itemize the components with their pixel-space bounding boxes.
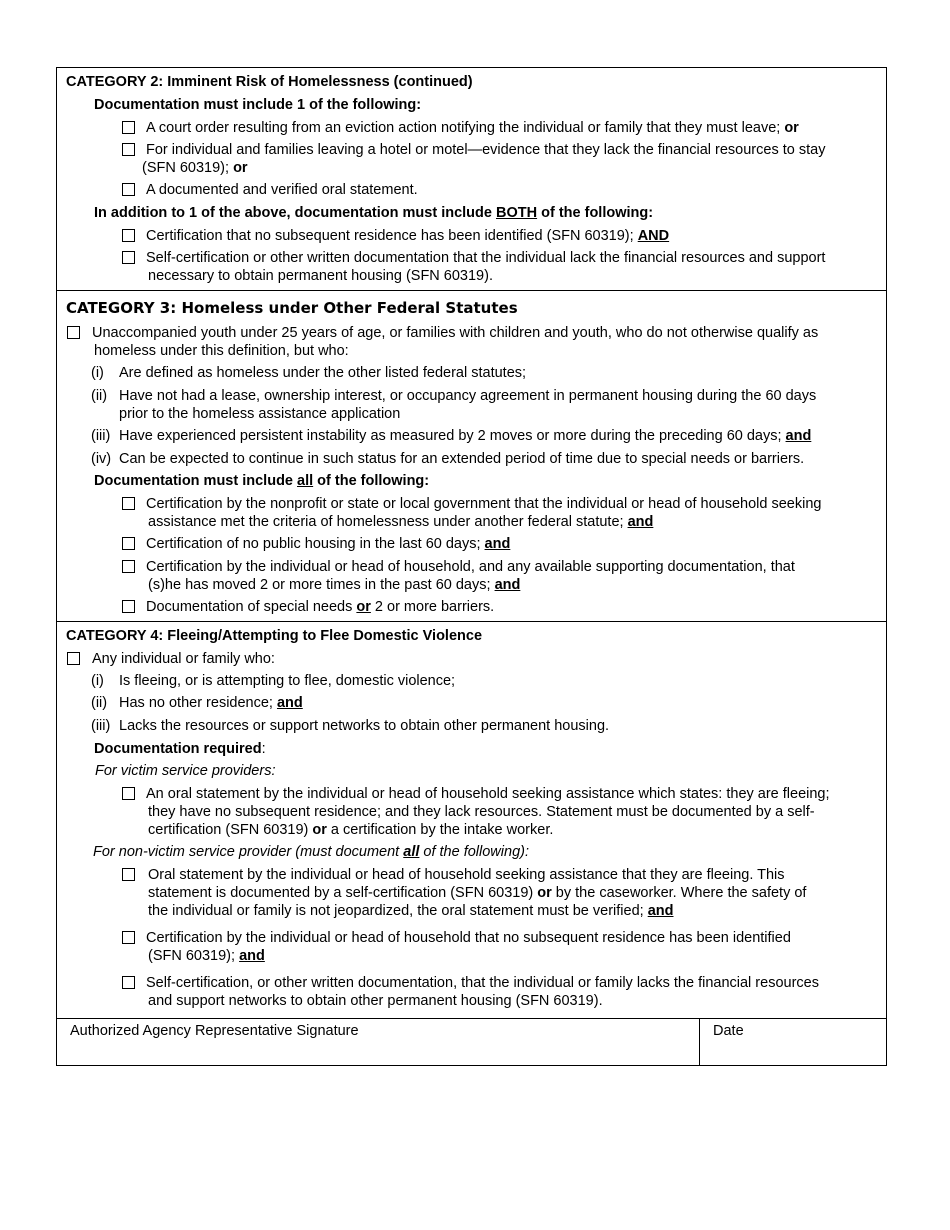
checkbox-nonvictim-oral-statement[interactable] — [122, 868, 135, 881]
cat2-addition-heading: In addition to 1 of the above, documentation must include BOTH of the following: — [94, 205, 654, 221]
category-4-title: CATEGORY 4: Fleeing/Attempting to Flee Domestic Violence — [66, 628, 483, 644]
category-2-title: CATEGORY 2: Imminent Risk of Homelessness (continued) — [66, 74, 473, 90]
checkbox-no-residence-cert[interactable] — [122, 229, 135, 242]
cat3-item-i-number: (i) — [91, 365, 104, 381]
cat2-doc-heading: Documentation must include 1 of the following: — [94, 97, 422, 113]
checkbox-nonprofit-cert[interactable] — [122, 497, 135, 510]
cat3-doc2-text: Certification of no public housing in the last 60 days; and — [146, 536, 511, 552]
cat3-main-line1: Unaccompanied youth under 25 years of age, or families with children and youth, who do not otherwise qualify as — [92, 325, 819, 341]
cat4-main-text: Any individual or family who: — [92, 651, 275, 667]
cat4-item-ii-number: (ii) — [91, 695, 108, 711]
cat4-nonvictim2-line1: Certification by the individual or head of household that no subsequent residence has been identified — [146, 930, 791, 946]
signature-label: Authorized Agency Representative Signature — [70, 1023, 359, 1039]
cat2-self-cert-line2: necessary to obtain permanent housing (SFN 60319). — [148, 268, 493, 284]
cat3-doc1-line2: assistance met the criteria of homelessness under another federal statute; and — [148, 514, 654, 530]
cat2-option-court-order: A court order resulting from an eviction action notifying the individual or family that they must leave; or — [146, 120, 799, 136]
cat3-item-iii-text: Have experienced persistent instability as measured by 2 moves or more during the preceding 60 days; and — [119, 428, 812, 444]
cat3-doc1-line1: Certification by the nonprofit or state or local government that the individual or head of household seeking — [146, 496, 822, 512]
checkbox-court-order[interactable] — [122, 121, 135, 134]
category-3-title: CATEGORY 3: Homeless under Other Federal Statutes — [66, 299, 518, 317]
cat4-nonvictim-heading: For non-victim service provider (must document all of the following): — [93, 844, 529, 860]
cat4-nonvictim3-line1: Self-certification, or other written documentation, that the individual or family lacks the financial resources — [146, 975, 819, 991]
cat4-doc-required-heading: Documentation required: — [94, 741, 266, 757]
cat4-nonvictim2-line2: (SFN 60319); and — [148, 948, 265, 964]
cat3-doc3-line2: (s)he has moved 2 or more times in the past 60 days; and — [148, 577, 521, 593]
cat3-item-iv-number: (iv) — [91, 451, 112, 467]
checkbox-nonvictim-self-cert[interactable] — [122, 976, 135, 989]
cat3-main-line2: homeless under this definition, but who: — [94, 343, 349, 359]
cat4-nonvictim1-line3: the individual or family is not jeopardized, the oral statement must be verified; and — [148, 903, 674, 919]
cat4-item-i-text: Is fleeing, or is attempting to flee, domestic violence; — [119, 673, 456, 689]
divider — [57, 621, 886, 622]
checkbox-any-individual[interactable] — [67, 652, 80, 665]
signature-field[interactable] — [57, 1019, 699, 1065]
cat3-item-ii-line1: Have not had a lease, ownership interest, or occupancy agreement in permanent housing during the 60 days — [119, 388, 817, 404]
cat3-doc-heading: Documentation must include all of the following: — [94, 473, 430, 489]
cat4-nonvictim1-line2: statement is documented by a self-certification (SFN 60319) or by the caseworker. Where the safety of — [148, 885, 807, 901]
divider — [57, 290, 886, 291]
cat3-item-iii-number: (iii) — [91, 428, 111, 444]
checkbox-special-needs[interactable] — [122, 600, 135, 613]
checkbox-hotel-motel[interactable] — [122, 143, 135, 156]
cat4-item-ii-text: Has no other residence; and — [119, 695, 303, 711]
checkbox-unaccompanied-youth[interactable] — [67, 326, 80, 339]
date-field[interactable] — [700, 1019, 886, 1065]
cat3-doc3-line1: Certification by the individual or head of household, and any available supporting documentation, that — [146, 559, 795, 575]
cat2-cert-no-residence: Certification that no subsequent residence has been identified (SFN 60319); AND — [146, 228, 670, 244]
cat4-victim-line3: certification (SFN 60319) or a certification by the intake worker. — [148, 822, 554, 838]
cat4-item-iii-number: (iii) — [91, 718, 111, 734]
cat4-item-iii-text: Lacks the resources or support networks to obtain other permanent housing. — [119, 718, 610, 734]
cat4-nonvictim3-line2: and support networks to obtain other permanent housing (SFN 60319). — [148, 993, 603, 1009]
cat3-item-ii-number: (ii) — [91, 388, 108, 404]
cat4-item-i-number: (i) — [91, 673, 104, 689]
cat2-self-cert-line1: Self-certification or other written documentation that the individual lack the financial resources and support — [146, 250, 826, 266]
cat4-victim-providers-heading: For victim service providers: — [95, 763, 276, 779]
checkbox-moves-cert[interactable] — [122, 560, 135, 573]
cat3-item-iv-text: Can be expected to continue in such status for an extended period of time due to special needs or barriers. — [119, 451, 805, 467]
checkbox-self-cert[interactable] — [122, 251, 135, 264]
cat2-option-hotel-line1: For individual and families leaving a hotel or motel—evidence that they lack the financial resources to stay — [146, 142, 826, 158]
cat4-nonvictim1-line1: Oral statement by the individual or head of household seeking assistance that they are fleeing. This — [148, 867, 785, 883]
checkbox-victim-oral-statement[interactable] — [122, 787, 135, 800]
cat4-victim-line1: An oral statement by the individual or head of household seeking assistance which states: they are fleeing; — [146, 786, 830, 802]
form-container — [56, 67, 887, 1066]
checkbox-nonvictim-no-residence[interactable] — [122, 931, 135, 944]
cat4-victim-line2: they have no subsequent residence; and they lack resources. Statement must be documented by a self- — [148, 804, 815, 820]
cat2-option-oral-statement: A documented and verified oral statement. — [146, 182, 418, 198]
cat3-doc4-text: Documentation of special needs or 2 or more barriers. — [146, 599, 495, 615]
cat2-option-hotel-line2: (SFN 60319); or — [142, 160, 248, 176]
date-label: Date — [713, 1023, 744, 1039]
cat3-item-i-text: Are defined as homeless under the other listed federal statutes; — [119, 365, 527, 381]
cat3-item-ii-line2: prior to the homeless assistance application — [119, 406, 401, 422]
checkbox-public-housing-cert[interactable] — [122, 537, 135, 550]
checkbox-oral-statement[interactable] — [122, 183, 135, 196]
